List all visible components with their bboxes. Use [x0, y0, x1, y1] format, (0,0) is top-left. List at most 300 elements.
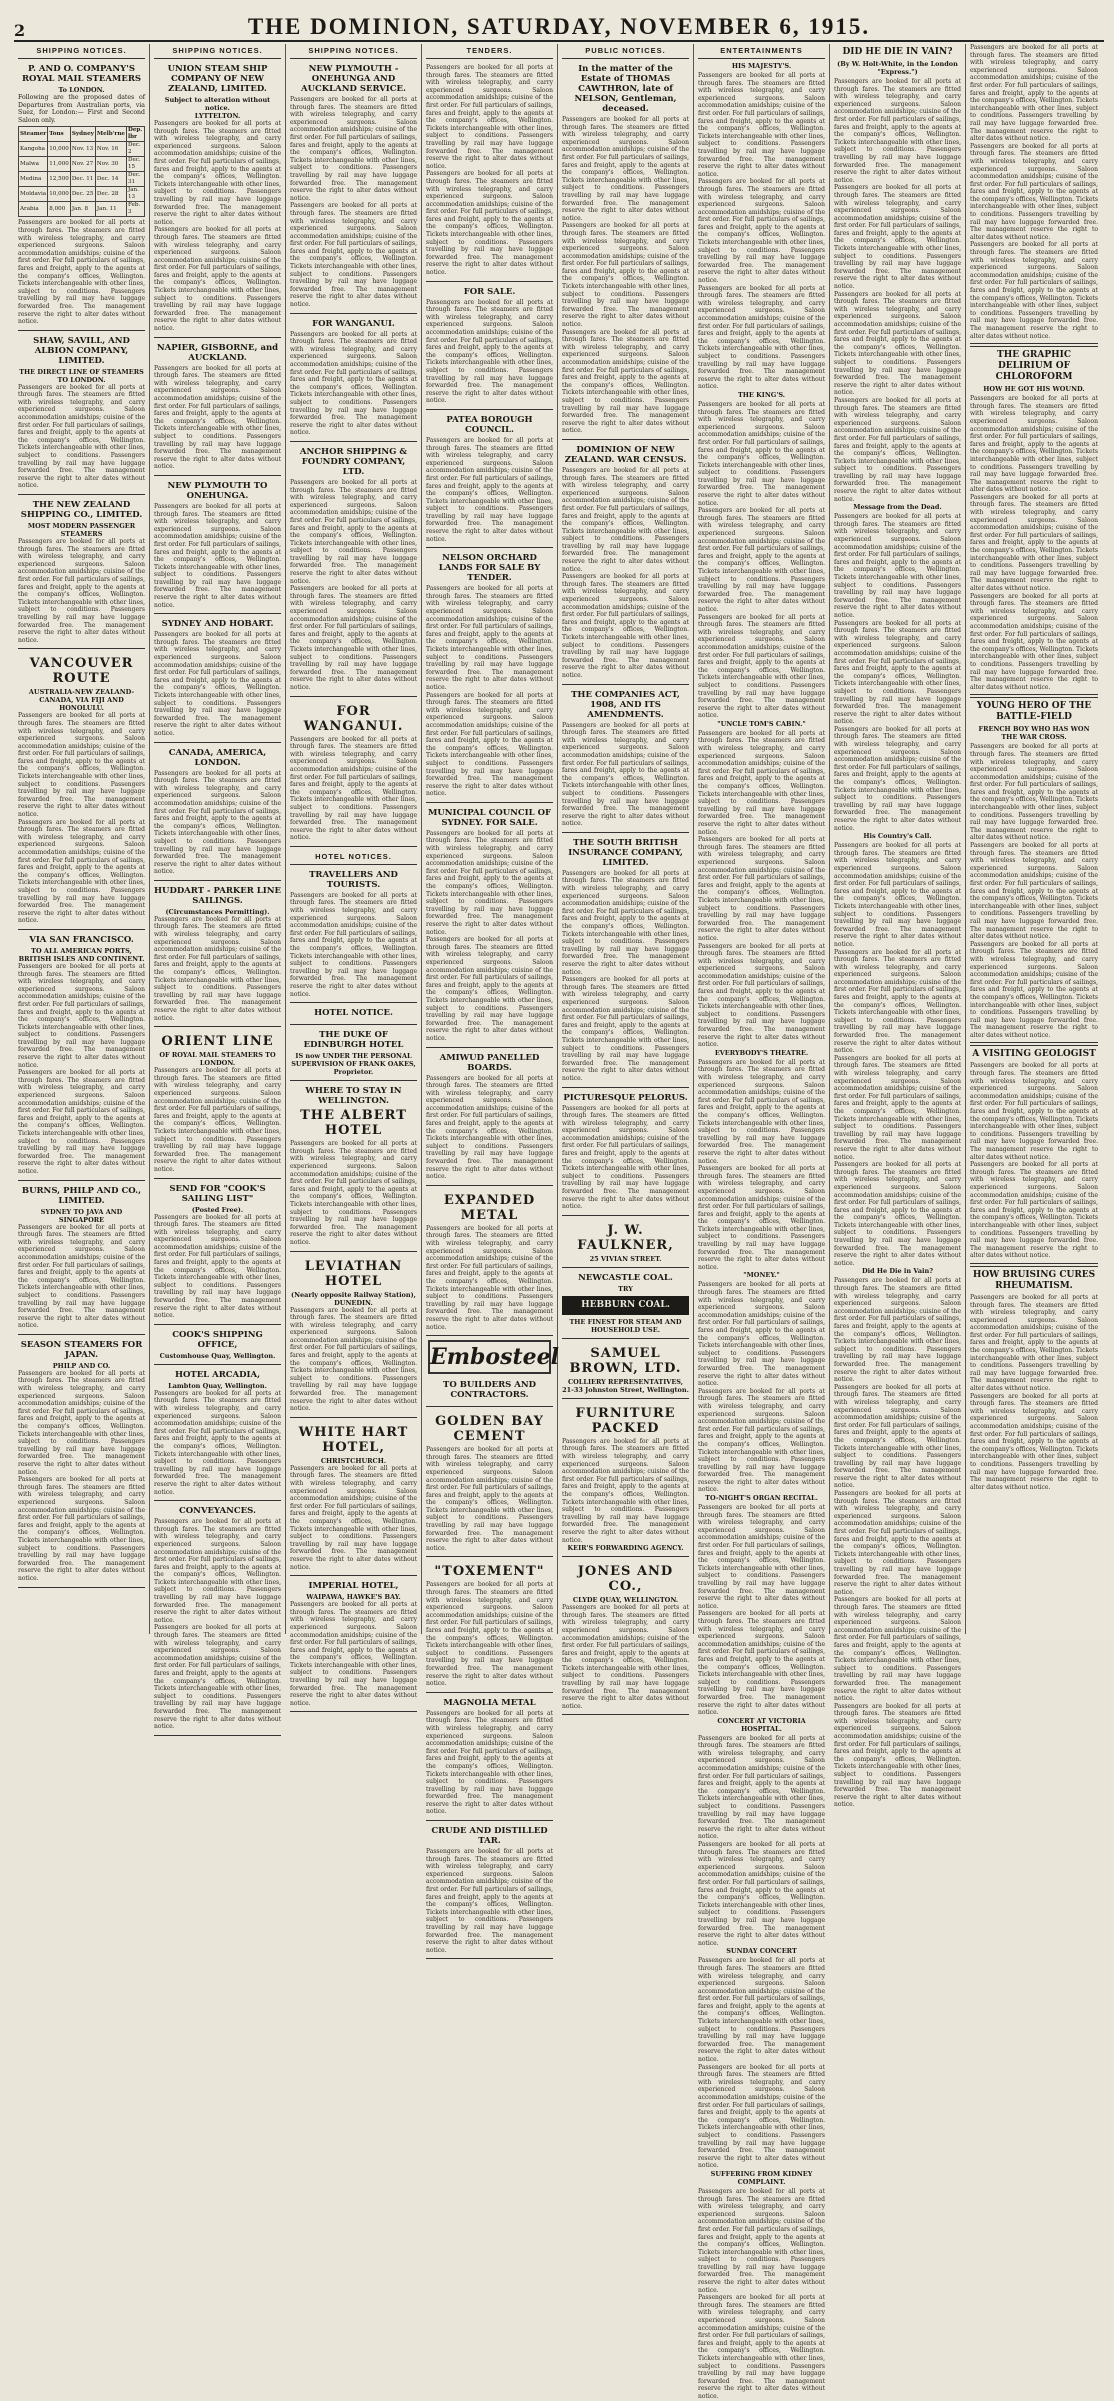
advert: [562, 62, 689, 440]
table-cell: Dec. 28: [95, 187, 126, 202]
advert-title: AMIWUD PANELLED BOARDS.: [439, 1052, 540, 1073]
advert-text: Passengers are booked for all ports at through fares. The steamers are fitted with wireless telegraphy, and carry experienced surgeons. Saloon accommodation amidships; cuisine of the first order. For full particulars of sailings, fares and freight, apply to the agents at the company's offices, Wellington. Tickets interchangeable with other lines, subject to conditions. Passengers travelling by rail may have luggage forwarded free. The management reserve the right to alter dates without notice.: [426, 691, 553, 798]
entertainment-text: Passengers are booked for all ports at through fares. The steamers are fitted with wireless telegraphy, and carry experienced surgeons. Saloon accommodation amidships; cuisine of the first order. For full particulars of sailings, fares and freight, apply to the agents at the company's offices, Wellington. Tickets interchangeable with other lines, subject to conditions. Passengers travelling by rail may have luggage forwarded free. The management reserve the right to alter dates without notice.: [698, 1957, 825, 2064]
advert-text: Passengers are booked for all ports at through fares. The steamers are fitted with wireless telegraphy, and carry experienced surgeons. Saloon accommodation amidships; cuisine of the first order. For full particulars of sailings, fares and freight, apply to the agents at the company's offices, Wellington. Tickets interchangeable with other lines, subject to conditions. Passengers travelling by rail may have luggage forwarded free. The management reserve the right to alter dates without notice.: [562, 222, 689, 329]
sailing-table: [18, 126, 145, 217]
table-cell: Medina: [19, 172, 48, 187]
entertainment-text: Passengers are booked for all ports at through fares. The steamers are fitted with wireless telegraphy, and carry experienced surgeons. Saloon accommodation amidships; cuisine of the first order. For full particulars of sailings, fares and freight, apply to the agents at the company's offices, Wellington. Tickets interchangeable with other lines, subject to conditions. Passengers travelling by rail may have luggage forwarded free. The management reserve the right to alter dates without notice.: [698, 1841, 825, 1947]
entertainment-text: Passengers are booked for all ports at through fares. The steamers are fitted with wireless telegraphy, and carry experienced surgeons. Saloon accommodation amidships; cuisine of the first order. For full particulars of sailings, fares and freight, apply to the agents at the company's offices, Wellington. Tickets interchangeable with other lines, subject to conditions. Passengers travelling by rail may have luggage forwarded free. The management reserve the right to alter dates without notice.: [698, 507, 825, 613]
advert-text: Passengers are booked for all ports at through fares. The steamers are fitted with wireless telegraphy, and carry experienced surgeons. Saloon accommodation amidships; cuisine of the first order. For full particulars of sailings, fares and freight, apply to the agents at the company's offices, Wellington. Tickets interchangeable with other lines, subject to conditions. Passengers travelling by rail may have luggage forwarded free. The management reserve the right to alter dates without notice.: [290, 1140, 417, 1246]
advert: [290, 1084, 417, 1251]
advert-title: VANCOUVER ROUTE: [29, 656, 134, 687]
table-body: [19, 142, 145, 217]
advert-subtitle: WAIPAWA, HAWKE'S BAY.: [306, 1593, 401, 1602]
advert: [426, 285, 553, 410]
column-7: [830, 44, 966, 1809]
advert-title: BURNS, PHILP AND CO., LIMITED.: [21, 1185, 142, 1206]
entertainment-heading: "MONEY.": [743, 1271, 780, 1280]
table-row: [19, 172, 145, 187]
entertainment-text: Passengers are booked for all ports at through fares. The steamers are fitted with wireless telegraphy, and carry experienced surgeons. Saloon accommodation amidships; cuisine of the first order. For full particulars of sailings, fares and freight, apply to the agents at the company's offices, Wellington. Tickets interchangeable with other lines, subject to conditions. Passengers travelling by rail may have luggage forwarded free. The management reserve the right to alter dates without notice.: [698, 836, 825, 942]
article-text: Passengers are booked for all ports at through fares. The steamers are fitted with wireless telegraphy, and carry experienced surgeons. Saloon accommodation amidships; cuisine of the first order. For full particulars of sailings, fares and freight, apply to the agents at the company's offices, Wellington. Tickets interchangeable with other lines, subject to conditions. Passengers travelling by rail may have luggage forwarded free. The management reserve the right to alter dates without notice.: [970, 395, 1098, 494]
advert: [562, 688, 689, 833]
article-text: Passengers are booked for all ports at through fares. The steamers are fitted with wireless telegraphy, and carry experienced surgeons. Saloon accommodation amidships; cuisine of the first order. For full particulars of sailings, fares and freight, apply to the agents at the company's offices, Wellington. Tickets interchangeable with other lines, subject to conditions. Passengers travelling by rail may have luggage forwarded free. The management reserve the right to alter dates without notice.: [834, 1383, 961, 1490]
advert-title: CONVEYANCES.: [179, 1506, 256, 1517]
advert-title: FOR WANGANUI.: [303, 703, 404, 734]
advert-text: Passengers are booked for all ports at through fares. The steamers are fitted with wireless telegraphy, and carry experienced surgeons. Saloon accommodation amidships; cuisine of the first order. For full particulars of sailings, fares and freight, apply to the agents at the company's offices, Wellington. Tickets interchangeable with other lines, subject to conditions. Passengers travelling by rail may have luggage forwarded free. The management reserve the right to alter dates without notice.: [562, 1604, 689, 1710]
advert-text: Passengers are booked for all ports at through fares. The steamers are fitted with wireless telegraphy, and carry experienced surgeons. Saloon accommodation amidships; cuisine of the first order. For full particulars of sailings, fares and freight, apply to the agents at the company's offices, Wellington. Tickets interchangeable with other lines, subject to conditions. Passengers travelling by rail may have luggage forwarded free. The management reserve the right to alter dates without notice.: [562, 573, 689, 679]
advert: [18, 1338, 145, 1588]
column-5: [558, 44, 694, 1710]
advert: [426, 1696, 553, 1821]
advert: [154, 1504, 281, 1736]
advert-text: Passengers are booked for all ports at through fares. The steamers are fitted with wireless telegraphy, and carry experienced surgeons. Saloon accommodation amidships; cuisine of the first order. For full particulars of sailings, fares and freight, apply to the agents at the company's offices, Wellington. Tickets interchangeable with other lines, subject to conditions. Passengers travelling by rail may have luggage forwarded free. The management reserve the right to alter dates without notice.: [154, 769, 281, 876]
column-4: [422, 44, 560, 1954]
advert: [18, 62, 145, 331]
entertainment-text: Passengers are booked for all ports at through fares. The steamers are fitted with wireless telegraphy, and carry experienced surgeons. Saloon accommodation amidships; cuisine of the first order. For full particulars of sailings, fares and freight, apply to the agents at the company's offices, Wellington. Tickets interchangeable with other lines, subject to conditions. Passengers travelling by rail may have luggage forwarded free. The management reserve the right to alter dates without notice.: [698, 400, 825, 507]
advert-tagline: THE FINEST FOR STEAM AND HOUSEHOLD USE.: [569, 1317, 682, 1334]
table-cell: 12,500: [48, 172, 71, 187]
article-text: Passengers are booked for all ports at through fares. The steamers are fitted with wireless telegraphy, and carry experienced surgeons. Saloon accommodation amidships; cuisine of the first order. For full particulars of sailings, fares and freight, apply to the agents at the company's offices, Wellington. Tickets interchangeable with other lines, subject to conditions. Passengers travelling by rail may have luggage forwarded free. The management reserve the right to alter dates without notice.: [834, 78, 961, 184]
advert-subtitle: (Posted Free).: [191, 1205, 244, 1214]
advert: [18, 652, 145, 930]
table-cell: Kangoha: [19, 142, 48, 157]
table-cell: Feb. 3: [126, 202, 144, 217]
table-cell: Jan. 8: [70, 202, 95, 217]
column-heading: TENDERS.: [426, 44, 553, 59]
advert: [562, 1560, 689, 1715]
advert: [154, 62, 281, 338]
column-8: [966, 44, 1102, 1634]
article-headline: A VISITING GEOLOGIST: [972, 1049, 1096, 1060]
advert: [290, 1579, 417, 1712]
advert-title: FOR WANGANUI.: [312, 318, 395, 329]
article-subhead: HOW HE GOT HIS WOUND.: [983, 385, 1085, 394]
article-headline: DID HE DIE IN VAIN?: [842, 47, 953, 57]
entertainment-text: Passengers are booked for all ports at through fares. The steamers are fitted with wireless telegraphy, and carry experienced surgeons. Saloon accommodation amidships; cuisine of the first order. For full particulars of sailings, fares and freight, apply to the agents at the company's offices, Wellington. Tickets interchangeable with other lines, subject to conditions. Passengers travelling by rail may have luggage forwarded free. The management reserve the right to alter dates without notice.: [698, 729, 825, 836]
advert-subtitle: MOST MODERN PASSENGER STEAMERS: [27, 522, 136, 538]
advert-subtitle: To LONDON.: [58, 86, 105, 94]
advert-text: Passengers are booked for all ports at through fares. The steamers are fitted with wireless telegraphy, and carry experienced surgeons. Saloon accommodation amidships; cuisine of the first order. For full particulars of sailings, fares and freight, apply to the agents at the company's offices, Wellington. Tickets interchangeable with other lines, subject to conditions. Passengers travelling by rail may have luggage forwarded free. The management reserve the right to alter dates without notice.: [290, 1464, 417, 1571]
advert-text: Passengers are booked for all ports at through fares. The steamers are fitted with wireless telegraphy, and carry experienced surgeons. Saloon accommodation amidships; cuisine of the first order. For full particulars of sailings, fares and freight, apply to the agents at the company's offices, Wellington. Tickets interchangeable with other lines, subject to conditions. Passengers travelling by rail may have luggage forwarded free. The management reserve the right to alter dates without notice.: [562, 869, 689, 976]
article-headline: YOUNG HERO OF THE BATTLE-FIELD: [976, 701, 1092, 723]
advert-text: Passengers are booked for all ports at through fares. The steamers are fitted with wireless telegraphy, and carry experienced surgeons. Saloon accommodation amidships; cuisine of the first order. For full particulars of sailings, fares and freight, apply to the agents at the company's offices, Wellington. Tickets interchangeable with other lines, subject to conditions. Passengers travelling by rail may have luggage forwarded free. The management reserve the right to alter dates without notice.: [18, 712, 145, 819]
advert-title: SEASON STEAMERS FOR JAPAN.: [20, 1339, 143, 1360]
table-header-row: [19, 127, 145, 142]
article-text: Passengers are booked for all ports at through fares. The steamers are fitted with wireless telegraphy, and carry experienced surgeons. Saloon accommodation amidships; cuisine of the first order. For full particulars of sailings, fares and freight, apply to the agents at the company's offices, Wellington. Tickets interchangeable with other lines, subject to conditions. Passengers travelling by rail may have luggage forwarded free. The management reserve the right to alter dates without notice.: [834, 290, 961, 397]
advert-title: NAPIER, GISBORNE, and AUCKLAND.: [156, 342, 279, 363]
masthead: [14, 10, 1104, 42]
advert-text: Passengers are booked for all ports at through fares. The steamers are fitted with wireless telegraphy, and carry experienced surgeons. Saloon accommodation amidships; cuisine of the first order. For full particulars of sailings, fares and freight, apply to the agents at the company's offices, Wellington. Tickets interchangeable with other lines, subject to conditions. Passengers travelling by rail may have luggage forwarded free. The management reserve the right to alter dates without notice.: [290, 202, 417, 309]
section-rule: [970, 1042, 1098, 1046]
table-cell: Arabia: [19, 202, 48, 217]
advert-subtitle: AUSTRALIA-NEW ZEALAND-CANADA, VIA FIJI AND HONOLULU.: [28, 688, 135, 713]
entertainment-heading: SUNDAY CONCERT: [726, 1947, 797, 1956]
advert-text: Passengers are booked for all ports at through fares. The steamers are fitted with wireless telegraphy, and carry experienced surgeons. Saloon accommodation amidships; cuisine of the first order. For full particulars of sailings, fares and freight, apply to the agents at the company's offices, Wellington. Tickets interchangeable with other lines, subject to conditions. Passengers travelling by rail may have luggage forwarded free. The management reserve the right to alter dates without notice.: [426, 1709, 553, 1816]
article-text: Passengers are booked for all ports at through fares. The steamers are fitted with wireless telegraphy, and carry experienced surgeons. Saloon accommodation amidships; cuisine of the first order. For full particulars of sailings, fares and freight, apply to the agents at the company's offices, Wellington. Tickets interchangeable with other lines, subject to conditions. Passengers travelling by rail may have luggage forwarded free. The management reserve the right to alter dates without notice.: [970, 44, 1098, 143]
table-cell: 10,000: [48, 187, 71, 202]
advert-title: PATEA BOROUGH COUNCIL.: [446, 414, 533, 435]
advert-title: NEW PLYMOUTH - ONEHUNGA AND AUCKLAND SERVICE.: [301, 64, 406, 94]
article-text: Passengers are booked for all ports at through fares. The steamers are fitted with wireless telegraphy, and carry experienced surgeons. Saloon accommodation amidships; cuisine of the first order. For full particulars of sailings, fares and freight, apply to the agents at the company's offices, Wellington. Tickets interchangeable with other lines, subject to conditions. Passengers travelling by rail may have luggage forwarded free. The management reserve the right to alter dates without notice.: [970, 842, 1098, 941]
advert-text: Passengers are booked for all ports at through fares. The steamers are fitted with wireless telegraphy, and carry experienced surgeons. Saloon accommodation amidships; cuisine of the first order. For full particulars of sailings, fares and freight, apply to the agents at the company's offices, Wellington. Tickets interchangeable with other lines, subject to conditions. Passengers travelling by rail may have luggage forwarded free. The management reserve the right to alter dates without notice.: [154, 1213, 281, 1320]
advert-title: FURNITURE PACKED: [575, 1405, 676, 1436]
section-rule: [970, 694, 1098, 698]
article-text: Passengers are booked for all ports at through fares. The steamers are fitted with wireless telegraphy, and carry experienced surgeons. Saloon accommodation amidships; cuisine of the first order. For full particulars of sailings, fares and freight, apply to the agents at the company's offices, Wellington. Tickets interchangeable with other lines, subject to conditions. Passengers travelling by rail may have luggage forwarded free. The management reserve the right to alter dates without notice.: [970, 1062, 1098, 1161]
article-text: Passengers are booked for all ports at through fares. The steamers are fitted with wireless telegraphy, and carry experienced surgeons. Saloon accommodation amidships; cuisine of the first order. For full particulars of sailings, fares and freight, apply to the agents at the company's offices, Wellington. Tickets interchangeable with other lines, subject to conditions. Passengers travelling by rail may have luggage forwarded free. The management reserve the right to alter dates without notice.: [834, 1596, 961, 1703]
advert-title: DOMINION OF NEW ZEALAND. WAR CENSUS.: [564, 444, 687, 465]
advert-subtitle: (Circumstances Permitting).: [165, 907, 270, 916]
advert-text: Passengers are booked for all ports at through fares. The steamers are fitted with wireless telegraphy, and carry experienced surgeons. Saloon accommodation amidships; cuisine of the first order. For full particulars of sailings, fares and freight, apply to the agents at the company's offices, Wellington. Tickets interchangeable with other lines, subject to conditions. Passengers travelling by rail may have luggage forwarded free. The management reserve the right to alter dates without notice.: [426, 64, 553, 170]
advert-text: Passengers are booked for all ports at through fares. The steamers are fitted with wireless telegraphy, and carry experienced surgeons. Saloon accommodation amidships; cuisine of the first order. For full particulars of sailings, fares and freight, apply to the agents at the company's offices, Wellington. Tickets interchangeable with other lines, subject to conditions. Passengers travelling by rail may have luggage forwarded free. The management reserve the right to alter dates without notice.: [18, 1369, 145, 1476]
advert: [562, 1219, 689, 1268]
advert: [154, 746, 281, 881]
advert-text: Passengers are booked for all ports at through fares. The steamers are fitted with wireless telegraphy, and carry experienced surgeons. Saloon accommodation amidships; cuisine of the first order. For full particulars of sailings, fares and freight, apply to the agents at the company's offices, Wellington. Tickets interchangeable with other lines, subject to conditions. Passengers travelling by rail may have luggage forwarded free. The management reserve the right to alter dates without notice.: [290, 478, 417, 585]
table-header: Steamer: [19, 127, 48, 142]
advert-text: Passengers are booked for all ports at through fares. The steamers are fitted with wireless telegraphy, and carry experienced surgeons. Saloon accommodation amidships; cuisine of the first order. For full particulars of sailings, fares and freight, apply to the agents at the company's offices, Wellington. Tickets interchangeable with other lines, subject to conditions. Passengers travelling by rail may have luggage forwarded free. The management reserve the right to alter dates without notice.: [18, 962, 145, 1069]
table-cell: Dec. 2: [126, 142, 144, 157]
column-heading: SHIPPING NOTICES.: [154, 44, 281, 59]
article-text: Passengers are booked for all ports at through fares. The steamers are fitted with wireless telegraphy, and carry experienced surgeons. Saloon accommodation amidships; cuisine of the first order. For full particulars of sailings, fares and freight, apply to the agents at the company's offices, Wellington. Tickets interchangeable with other lines, subject to conditions. Passengers travelling by rail may have luggage forwarded free. The management reserve the right to alter dates without notice.: [834, 948, 961, 1055]
article-text: Passengers are booked for all ports at through fares. The steamers are fitted with wireless telegraphy, and carry experienced surgeons. Saloon accommodation amidships; cuisine of the first order. For full particulars of sailings, fares and freight, apply to the agents at the company's offices, Wellington. Tickets interchangeable with other lines, subject to conditions. Passengers travelling by rail may have luggage forwarded free. The management reserve the right to alter dates without notice.: [834, 1702, 961, 1809]
entertainment-text: Passengers are booked for all ports at through fares. The steamers are fitted with wireless telegraphy, and carry experienced surgeons. Saloon accommodation amidships; cuisine of the first order. For full particulars of sailings, fares and freight, apply to the agents at the company's offices, Wellington. Tickets interchangeable with other lines, subject to conditions. Passengers travelling by rail may have luggage forwarded free. The management reserve the right to alter dates without notice.: [698, 1387, 825, 1494]
advert-text: Passengers are booked for all ports at through fares. The steamers are fitted with wireless telegraphy, and carry experienced surgeons. Saloon accommodation amidships; cuisine of the first order. For full particulars of sailings, fares and freight, apply to the agents at the company's offices, Wellington. Tickets interchangeable with other lines, subject to conditions. Passengers travelling by rail may have luggage forwarded free. The management reserve the right to alter dates without notice.: [290, 96, 417, 202]
article-text: Passengers are booked for all ports at through fares. The steamers are fitted with wireless telegraphy, and carry experienced surgeons. Saloon accommodation amidships; cuisine of the first order. For full particulars of sailings, fares and freight, apply to the agents at the company's offices, Wellington. Tickets interchangeable with other lines, subject to conditions. Passengers travelling by rail may have luggage forwarded free. The management reserve the right to alter dates without notice.: [834, 1277, 961, 1384]
entertainment-text: Passengers are booked for all ports at through fares. The steamers are fitted with wireless telegraphy, and carry experienced surgeons. Saloon accommodation amidships; cuisine of the first order. For full particulars of sailings, fares and freight, apply to the agents at the company's offices, Wellington. Tickets interchangeable with other lines, subject to conditions. Passengers travelling by rail may have luggage forwarded free. The management reserve the right to alter dates without notice.: [698, 1504, 825, 1610]
article-text: Passengers are booked for all ports at through fares. The steamers are fitted with wireless telegraphy, and carry experienced surgeons. Saloon accommodation amidships; cuisine of the first order. For full particulars of sailings, fares and freight, apply to the agents at the company's offices, Wellington. Tickets interchangeable with other lines, subject to conditions. Passengers travelling by rail may have luggage forwarded free. The management reserve the right to alter dates without notice.: [834, 1490, 961, 1596]
table-cell: Moldavia: [19, 187, 48, 202]
entertainment-text: Passengers are booked for all ports at through fares. The steamers are fitted with wireless telegraphy, and carry experienced surgeons. Saloon accommodation amidships; cuisine of the first order. For full particulars of sailings, fares and freight, apply to the agents at the company's offices, Wellington. Tickets interchangeable with other lines, subject to conditions. Passengers travelling by rail may have luggage forwarded free. The management reserve the right to alter dates without notice.: [698, 2187, 825, 2294]
advert: [18, 933, 145, 1181]
advert-title: GOLDEN BAY CEMENT: [435, 1414, 544, 1445]
advert-title: SAMUEL BROWN, LTD.: [569, 1345, 682, 1376]
article-subhead: His Country's Call.: [863, 832, 932, 841]
advert-title: MAGNOLIA METAL: [443, 1697, 536, 1708]
advert: [154, 1328, 281, 1365]
advert-text: Passengers are booked for all ports at through fares. The steamers are fitted with wireless telegraphy, and carry experienced surgeons. Saloon accommodation amidships; cuisine of the first order. For full particulars of sailings, fares and freight, apply to the agents at the company's offices, Wellington. Tickets interchangeable with other lines, subject to conditions. Passengers travelling by rail may have luggage forwarded free. The management reserve the right to alter dates without notice.: [426, 170, 553, 277]
advert: [154, 1368, 281, 1501]
advert-text: Passengers are booked for all ports at through fares. The steamers are fitted with wireless telegraphy, and carry experienced surgeons. Saloon accommodation amidships; cuisine of the first order. For full particulars of sailings, fares and freight, apply to the agents at the company's offices, Wellington. Tickets interchangeable with other lines, subject to conditions. Passengers travelling by rail may have luggage forwarded free. The management reserve the right to alter dates without notice.: [290, 330, 417, 437]
advert-text: Passengers are booked for all ports at through fares. The steamers are fitted with wireless telegraphy, and carry experienced surgeons. Saloon accommodation amidships; cuisine of the first order. For full particulars of sailings, fares and freight, apply to the agents at the company's offices, Wellington. Tickets interchangeable with other lines, subject to conditions. Passengers travelling by rail may have luggage forwarded free. The management reserve the right to alter dates without notice.: [18, 383, 145, 490]
article-text: Passengers are booked for all ports at through fares. The steamers are fitted with wireless telegraphy, and carry experienced surgeons. Saloon accommodation amidships; cuisine of the first order. For full particulars of sailings, fares and freight, apply to the agents at the company's offices, Wellington. Tickets interchangeable with other lines, subject to conditions. Passengers travelling by rail may have luggage forwarded free. The management reserve the right to alter dates without notice.: [834, 1161, 961, 1267]
table-cell: 10,000: [48, 142, 71, 157]
advert-route: LYTTELTON.: [194, 112, 241, 120]
article-subhead: Message from the Dead.: [853, 503, 942, 512]
advert-title: IMPERIAL HOTEL,: [308, 1581, 399, 1592]
entertainment-heading: "UNCLE TOM'S CABIN.": [717, 719, 806, 728]
advert-title: LEVIATHAN HOTEL: [304, 1258, 403, 1289]
advert: [426, 1378, 553, 1407]
advert: [426, 62, 553, 282]
advert-title: NEWCASTLE COAL.: [578, 1272, 673, 1283]
advert: [290, 868, 417, 1003]
article-text: Passengers are booked for all ports at through fares. The steamers are fitted with wireless telegraphy, and carry experienced surgeons. Saloon accommodation amidships; cuisine of the first order. For full particulars of sailings, fares and freight, apply to the agents at the company's offices, Wellington. Tickets interchangeable with other lines, subject to conditions. Passengers travelling by rail may have luggage forwarded free. The management reserve the right to alter dates without notice.: [970, 1293, 1098, 1393]
advert-subtitle: IS now UNDER THE PERSONAL SUPERVISION OF FRANK OAKES, Proprietor.: [291, 1052, 416, 1077]
advert-text: Passengers are booked for all ports at through fares. The steamers are fitted with wireless telegraphy, and carry experienced surgeons. Saloon accommodation amidships; cuisine of the first order. For full particulars of sailings, fares and freight, apply to the agents at the company's offices, Wellington. Tickets interchangeable with other lines, subject to conditions. Passengers travelling by rail may have luggage forwarded free. The management reserve the right to alter dates without notice.: [154, 1518, 281, 1624]
entertainment-heading: THE KING'S.: [737, 390, 786, 399]
article-text: Passengers are booked for all ports at through fares. The steamers are fitted with wireless telegraphy, and carry experienced surgeons. Saloon accommodation amidships; cuisine of the first order. For full particulars of sailings, fares and freight, apply to the agents at the company's offices, Wellington. Tickets interchangeable with other lines, subject to conditions. Passengers travelling by rail may have luggage forwarded free. The management reserve the right to alter dates without notice.: [970, 1161, 1098, 1260]
entertainment-heading: EVERYBODY'S THEATRE.: [714, 1048, 809, 1057]
advert-text: Passengers are booked for all ports at through fares. The steamers are fitted with wireless telegraphy, and carry experienced surgeons. Saloon accommodation amidships; cuisine of the first order. For full particulars of sailings, fares and freight, apply to the agents at the company's offices, Wellington. Tickets interchangeable with other lines, subject to conditions. Passengers travelling by rail may have luggage forwarded free. The management reserve the right to alter dates without notice.: [154, 1389, 281, 1496]
table-cell: Nov. 16: [95, 142, 126, 157]
advert: [290, 1028, 417, 1081]
advert-text: Passengers are booked for all ports at through fares. The steamers are fitted with wireless telegraphy, and carry experienced surgeons. Saloon accommodation amidships; cuisine of the first order. For full particulars of sailings, fares and freight, apply to the agents at the company's offices, Wellington. Tickets interchangeable with other lines, subject to conditions. Passengers travelling by rail may have luggage forwarded free. The management reserve the right to alter dates without notice.: [426, 936, 553, 1042]
table-row: [19, 202, 145, 217]
advert-text: Passengers are booked for all ports at through fares. The steamers are fitted with wireless telegraphy, and carry experienced surgeons. Saloon accommodation amidships; cuisine of the first order. For full particulars of sailings, fares and freight, apply to the agents at the company's offices, Wellington. Tickets interchangeable with other lines, subject to conditions. Passengers travelling by rail may have luggage forwarded free. The management reserve the right to alter dates without notice.: [562, 328, 689, 435]
column-heading: SHIPPING NOTICES.: [18, 44, 145, 59]
column-2: [150, 44, 286, 1731]
advert-text: Passengers are booked for all ports at through fares. The steamers are fitted with wireless telegraphy, and carry experienced surgeons. Saloon accommodation amidships; cuisine of the first order. For full particulars of sailings, fares and freight, apply to the agents at the company's offices, Wellington. Tickets interchangeable with other lines, subject to conditions. Passengers travelling by rail may have luggage forwarded free. The management reserve the right to alter dates without notice.: [154, 364, 281, 471]
advert: [426, 413, 553, 548]
advert-subtitle: OF ROYAL MAIL STEAMERS TO LONDON.: [159, 1051, 276, 1068]
section-heading: HOTEL NOTICES.: [290, 850, 417, 865]
advert: [426, 1051, 553, 1186]
advert: [290, 1006, 417, 1025]
table-cell: Dec. 15: [126, 157, 144, 172]
advert: [18, 498, 145, 649]
advert-title: J. W. FAULKNER,: [577, 1222, 674, 1253]
advert-text: Passengers are booked for all ports at through fares. The steamers are fitted with wireless telegraphy, and carry experienced surgeons. Saloon accommodation amidships; cuisine of the first order. For full particulars of sailings, fares and freight, apply to the agents at the company's offices, Wellington. Tickets interchangeable with other lines, subject to conditions. Passengers travelling by rail may have luggage forwarded free. The management reserve the right to alter dates without notice.: [562, 976, 689, 1082]
advert-title: EXPANDED METAL: [443, 1192, 536, 1223]
table-header: Melb'rne: [95, 127, 126, 142]
advert-text: Passengers are booked for all ports at through fares. The steamers are fitted with wireless telegraphy, and carry experienced surgeons. Saloon accommodation amidships; cuisine of the first order. For full particulars of sailings, fares and freight, apply to the agents at the company's offices, Wellington. Tickets interchangeable with other lines, subject to conditions. Passengers travelling by rail may have luggage forwarded free. The management reserve the right to alter dates without notice.: [290, 1601, 417, 1707]
advert: [562, 836, 689, 1088]
entertainment-text: Passengers are booked for all ports at through fares. The steamers are fitted with wireless telegraphy, and carry experienced surgeons. Saloon accommodation amidships; cuisine of the first order. For full particulars of sailings, fares and freight, apply to the agents at the company's offices, Wellington. Tickets interchangeable with other lines, subject to conditions. Passengers travelling by rail may have luggage forwarded free. The management reserve the right to alter dates without notice.: [698, 284, 825, 391]
advert: [426, 1410, 553, 1557]
article-headline: HOW BRUISING CURES RHEUMATISM.: [972, 1269, 1096, 1291]
advert-text: Passengers are booked for all ports at through fares. The steamers are fitted with wireless telegraphy, and carry experienced surgeons. Saloon accommodation amidships; cuisine of the first order. For full particulars of sailings, fares and freight, apply to the agents at the company's offices, Wellington. Tickets interchangeable with other lines, subject to conditions. Passengers travelling by rail may have luggage forwarded free. The management reserve the right to alter dates without notice.: [18, 1069, 145, 1175]
entertainment-text: Passengers are booked for all ports at through fares. The steamers are fitted with wireless telegraphy, and carry experienced surgeons. Saloon accommodation amidships; cuisine of the first order. For full particulars of sailings, fares and freight, apply to the agents at the company's offices, Wellington. Tickets interchangeable with other lines, subject to conditions. Passengers travelling by rail may have luggage forwarded free. The management reserve the right to alter dates without notice.: [698, 1610, 825, 1717]
article-text: Passengers are booked for all ports at through fares. The steamers are fitted with wireless telegraphy, and carry experienced surgeons. Saloon accommodation amidships; cuisine of the first order. For full particulars of sailings, fares and freight, apply to the agents at the company's offices, Wellington. Tickets interchangeable with other lines, subject to conditions. Passengers travelling by rail may have luggage forwarded free. The management reserve the right to alter dates without notice.: [834, 842, 961, 948]
advert-text: Passengers are booked for all ports at through fares. The steamers are fitted with wireless telegraphy, and carry experienced surgeons. Saloon accommodation amidships; cuisine of the first order. For full particulars of sailings, fares and freight, apply to the agents at the company's offices, Wellington. Tickets interchangeable with other lines, subject to conditions. Passengers travelling by rail may have luggage forwarded free. The management reserve the right to alter dates without notice.: [426, 298, 553, 405]
article-text: Passengers are booked for all ports at through fares. The steamers are fitted with wireless telegraphy, and carry experienced surgeons. Saloon accommodation amidships; cuisine of the first order. For full particulars of sailings, fares and freight, apply to the agents at the company's offices, Wellington. Tickets interchangeable with other lines, subject to conditions. Passengers travelling by rail may have luggage forwarded free. The management reserve the right to alter dates without notice.: [834, 725, 961, 832]
article-text: Passengers are booked for all ports at through fares. The steamers are fitted with wireless telegraphy, and carry experienced surgeons. Saloon accommodation amidships; cuisine of the first order. For full particulars of sailings, fares and freight, apply to the agents at the company's offices, Wellington. Tickets interchangeable with other lines, subject to conditions. Passengers travelling by rail may have luggage forwarded free. The management reserve the right to alter dates without notice.: [970, 493, 1098, 592]
article-headline: THE GRAPHIC DELIRIUM OF CHLOROFORM: [995, 350, 1073, 383]
advert-text: Passengers are booked for all ports at through fares. The steamers are fitted with wireless telegraphy, and carry experienced surgeons. Saloon accommodation amidships; cuisine of the first order. For full particulars of sailings, fares and freight, apply to the agents at the company's offices, Wellington. Tickets interchangeable with other lines, subject to conditions. Passengers travelling by rail may have luggage forwarded free. The management reserve the right to alter dates without notice.: [18, 1476, 145, 1582]
advert-title: HUDDART - PARKER LINE SAILINGS.: [154, 885, 281, 906]
advert-text: Passengers are booked for all ports at through fares. The steamers are fitted with wireless telegraphy, and carry experienced surgeons. Saloon accommodation amidships; cuisine of the first order. For full particulars of sailings, fares and freight, apply to the agents at the company's offices, Wellington. Tickets interchangeable with other lines, subject to conditions. Passengers travelling by rail may have luggage forwarded free. The management reserve the right to alter dates without notice.: [18, 538, 145, 644]
entertainment-text: Passengers are booked for all ports at through fares. The steamers are fitted with wireless telegraphy, and carry experienced surgeons. Saloon accommodation amidships; cuisine of the first order. For full particulars of sailings, fares and freight, apply to the agents at the company's offices, Wellington. Tickets interchangeable with other lines, subject to conditions. Passengers travelling by rail may have luggage forwarded free. The management reserve the right to alter dates without notice.: [698, 72, 825, 178]
advert-title: VIA SAN FRANCISCO.: [29, 934, 134, 945]
article-text: Passengers are booked for all ports at through fares. The steamers are fitted with wireless telegraphy, and carry experienced surgeons. Saloon accommodation amidships; cuisine of the first order. For full particulars of sailings, fares and freight, apply to the agents at the company's offices, Wellington. Tickets interchangeable with other lines, subject to conditions. Passengers travelling by rail may have luggage forwarded free. The management reserve the right to alter dates without notice.: [970, 1392, 1098, 1491]
column-heading: ENTERTAINMENTS: [698, 44, 825, 59]
advert-title: In the matter of the Estate of THOMAS CAWTHRON, late of NELSON, Gentleman, deceased.: [574, 64, 677, 114]
entertainment-heading: SUFFERING FROM KIDNEY COMPLAINT.: [710, 2169, 813, 2186]
advert-title: SEND FOR "COOK'S SAILING LIST": [169, 1183, 266, 1204]
article-subhead: FRENCH BOY WHO HAS WON THE WAR CROSS.: [978, 725, 1090, 742]
entertainment-text: Passengers are booked for all ports at through fares. The steamers are fitted with wireless telegraphy, and carry experienced surgeons. Saloon accommodation amidships; cuisine of the first order. For full particulars of sailings, fares and freight, apply to the agents at the company's offices, Wellington. Tickets interchangeable with other lines, subject to conditions. Passengers travelling by rail may have luggage forwarded free. The management reserve the right to alter dates without notice.: [698, 1058, 825, 1165]
advert-subtitle: COLLIERY REPRESENTATIVES, 21-33 Johnston Street, Wellington.: [562, 1377, 689, 1394]
advert-title: UNION STEAM SHIP COMPANY OF NEW ZEALAND, LIMITED.: [167, 64, 268, 94]
article-subhead: Did He Die in Vain?: [861, 1267, 934, 1276]
advert: [290, 317, 417, 442]
advert: [426, 1560, 553, 1692]
column-heading: SHIPPING NOTICES.: [290, 44, 417, 59]
advert: [154, 1030, 281, 1178]
section-rule: [970, 1263, 1098, 1267]
entertainment-text: Passengers are booked for all ports at through fares. The steamers are fitted with wireless telegraphy, and carry experienced surgeons. Saloon accommodation amidships; cuisine of the first order. For full particulars of sailings, fares and freight, apply to the agents at the company's offices, Wellington. Tickets interchangeable with other lines, subject to conditions. Passengers travelling by rail may have luggage forwarded free. The management reserve the right to alter dates without notice.: [698, 613, 825, 720]
advert: [290, 1255, 417, 1418]
advert-title: CRUDE AND DISTILLED TAR.: [431, 1826, 548, 1847]
column-heading: PUBLIC NOTICES.: [562, 44, 689, 59]
advert: [154, 617, 281, 742]
advert-title: THE DUKE OF EDINBURGH HOTEL: [303, 1030, 404, 1051]
entertainment-text: Passengers are booked for all ports at through fares. The steamers are fitted with wireless telegraphy, and carry experienced surgeons. Saloon accommodation amidships; cuisine of the first order. For full particulars of sailings, fares and freight, apply to the agents at the company's offices, Wellington. Tickets interchangeable with other lines, subject to conditions. Passengers travelling by rail may have luggage forwarded free. The management reserve the right to alter dates without notice.: [698, 2294, 825, 2400]
advert-text: Passengers are booked for all ports at through fares. The steamers are fitted with wireless telegraphy, and carry experienced surgeons. Saloon accommodation amidships; cuisine of the first order. For full particulars of sailings, fares and freight, apply to the agents at the company's offices, Wellington. Tickets interchangeable with other lines, subject to conditions. Passengers travelling by rail may have luggage forwarded free. The management reserve the right to alter dates without notice.: [18, 1223, 145, 1330]
table-cell: Nov. 13: [70, 142, 95, 157]
advert-title: HOTEL NOTICE.: [314, 1008, 393, 1019]
advert-title: FOR SALE.: [463, 286, 516, 297]
article-text: Passengers are booked for all ports at through fares. The steamers are fitted with wireless telegraphy, and carry experienced surgeons. Saloon accommodation amidships; cuisine of the first order. For full particulars of sailings, fares and freight, apply to the agents at the company's offices, Wellington. Tickets interchangeable with other lines, subject to conditions. Passengers travelling by rail may have luggage forwarded free. The management reserve the right to alter dates without notice.: [834, 396, 961, 503]
advert-text: Passengers are booked for all ports at through fares. The steamers are fitted with wireless telegraphy, and carry experienced surgeons. Saloon accommodation amidships; cuisine of the first order. For full particulars of sailings, fares and freight, apply to the agents at the company's offices, Wellington. Tickets interchangeable with other lines, subject to conditions. Passengers travelling by rail may have luggage forwarded free. The management reserve the right to alter dates without notice.: [290, 891, 417, 998]
advert-text: Passengers are booked for all ports at through fares. The steamers are fitted with wireless telegraphy, and carry experienced surgeons. Saloon accommodation amidships; cuisine of the first order. For full particulars of sailings, fares and freight, apply to the agents at the company's offices, Wellington. Tickets interchangeable with other lines, subject to conditions. Passengers travelling by rail may have luggage forwarded free. The management reserve the right to alter dates without notice.: [562, 466, 689, 573]
advert-title: CANADA, AMERICA, LONDON.: [168, 747, 267, 768]
advert-try: TRY: [618, 1284, 633, 1293]
table-cell: Dec. 25: [70, 187, 95, 202]
table-cell: Dec. 31: [126, 172, 144, 187]
advert-title: NELSON ORCHARD LANDS FOR SALE BY TENDER.: [438, 553, 541, 584]
advert-title: P. AND O. COMPANY'S ROYAL MAIL STEAMERS: [21, 64, 142, 84]
table-header: Dep. lbr: [126, 127, 144, 142]
section-rule: [970, 343, 1098, 347]
table-cell: Nov. 30: [95, 157, 126, 172]
advert: [290, 62, 417, 314]
entertainment-text: Passengers are booked for all ports at through fares. The steamers are fitted with wireless telegraphy, and carry experienced surgeons. Saloon accommodation amidships; cuisine of the first order. For full particulars of sailings, fares and freight, apply to the agents at the company's offices, Wellington. Tickets interchangeable with other lines, subject to conditions. Passengers travelling by rail may have luggage forwarded free. The management reserve the right to alter dates without notice.: [698, 1734, 825, 1841]
advert-title: WHITE HART HOTEL,: [298, 1424, 409, 1455]
advert-text: Passengers are booked for all ports at through fares. The steamers are fitted with wireless telegraphy, and carry experienced surgeons. Saloon accommodation amidships; cuisine of the first order. For full particulars of sailings, fares and freight, apply to the agents at the company's offices, Wellington. Tickets interchangeable with other lines, subject to conditions. Passengers travelling by rail may have luggage forwarded free. The management reserve the right to alter dates without notice.: [562, 721, 689, 828]
advert-title: JONES AND CO.,: [577, 1564, 674, 1595]
article-byline: (By W. Holt-White, in the London "Express."): [837, 60, 958, 76]
advert-subtitle: KEIR'S FORWARDING AGENCY.: [567, 1544, 684, 1553]
column-6: [694, 44, 830, 2400]
advert-subtitle: Lambton Quay, Wellington.: [168, 1381, 267, 1390]
advert: [426, 1189, 553, 1336]
entertainment-text: Passengers are booked for all ports at through fares. The steamers are fitted with wireless telegraphy, and carry experienced surgeons. Saloon accommodation amidships; cuisine of the first order. For full particulars of sailings, fares and freight, apply to the agents at the company's offices, Wellington. Tickets interchangeable with other lines, subject to conditions. Passengers travelling by rail may have luggage forwarded free. The management reserve the right to alter dates without notice.: [698, 1281, 825, 1388]
advert-subtitle: TO ALL AMERICAN PORTS, BRITISH ISLES AND CONTINENT.: [18, 946, 145, 963]
advert-title: "TOXEMENT": [434, 1564, 545, 1580]
table-cell: 8,000: [48, 202, 71, 217]
advert-body: Following are the proposed dates of Departures from Australian ports, via Suez, for London:— First and Second Saloon only.: [18, 94, 145, 124]
advert: [562, 1271, 689, 1339]
article-text: Passengers are booked for all ports at through fares. The steamers are fitted with wireless telegraphy, and carry experienced surgeons. Saloon accommodation amidships; cuisine of the first order. For full particulars of sailings, fares and freight, apply to the agents at the company's offices, Wellington. Tickets interchangeable with other lines, subject to conditions. Passengers travelling by rail may have luggage forwarded free. The management reserve the right to alter dates without notice.: [834, 184, 961, 291]
advert-title: COOK'S SHIPPING OFFICE,: [172, 1329, 263, 1350]
advert-text: Passengers are booked for all ports at through fares. The steamers are fitted with wireless telegraphy, and carry experienced surgeons. Saloon accommodation amidships; cuisine of the first order. For full particulars of sailings, fares and freight, apply to the agents at the company's offices, Wellington. Tickets interchangeable with other lines, subject to conditions. Passengers travelling by rail may have luggage forwarded free. The management reserve the right to alter dates without notice.: [426, 1074, 553, 1181]
advert-text: Passengers are booked for all ports at through fares. The steamers are fitted with wireless telegraphy, and carry experienced surgeons. Saloon accommodation amidships; cuisine of the first order. For full particulars of sailings, fares and freight, apply to the agents at the company's offices, Wellington. Tickets interchangeable with other lines, subject to conditions. Passengers travelling by rail may have luggage forwarded free. The management reserve the right to alter dates without notice.: [562, 1104, 689, 1211]
table-cell: Nov. 27: [70, 157, 95, 172]
advert: [290, 445, 417, 697]
advert-title: SHAW, SAVILL, AND ALBION COMPANY, LIMITED.: [33, 335, 130, 366]
advert-title: ORIENT LINE: [161, 1034, 274, 1050]
advert-title: THE NEW ZEALAND SHIPPING CO., LIMITED.: [20, 500, 143, 520]
advert-subtitle: Customhouse Quay, Wellington.: [159, 1351, 276, 1360]
entertainment-text: Passengers are booked for all ports at through fares. The steamers are fitted with wireless telegraphy, and carry experienced surgeons. Saloon accommodation amidships; cuisine of the first order. For full particulars of sailings, fares and freight, apply to the agents at the company's offices, Wellington. Tickets interchangeable with other lines, subject to conditions. Passengers travelling by rail may have luggage forwarded free. The management reserve the right to alter dates without notice.: [698, 178, 825, 285]
advert-title: WHERE TO STAY IN WELLINGTON.: [305, 1086, 402, 1107]
advert-title: THE COMPANIES ACT, 1908, AND ITS AMENDMENTS.: [571, 689, 680, 720]
advert: [290, 1421, 417, 1576]
advert-subtitle: THE DIRECT LINE OF STEAMERS TO LONDON.: [19, 367, 144, 384]
table-header: Sydney: [70, 127, 95, 142]
table-cell: Malwa: [19, 157, 48, 172]
advert-subtitle: (Nearly opposite Railway Station), DUNEDIN.: [291, 1290, 416, 1307]
table-row: [19, 187, 145, 202]
advert-text: Passengers are booked for all ports at through fares. The steamers are fitted with wireless telegraphy, and carry experienced surgeons. Saloon accommodation amidships; cuisine of the first order. For full particulars of sailings, fares and freight, apply to the agents at the company's offices, Wellington. Tickets interchangeable with other lines, subject to conditions. Passengers travelling by rail may have luggage forwarded free. The management reserve the right to alter dates without notice.: [290, 1306, 417, 1413]
advert: [154, 341, 281, 476]
table-cell: 11,000: [48, 157, 71, 172]
advert: [562, 443, 689, 685]
table-cell: Jan. 13: [126, 187, 144, 202]
advert: [18, 334, 145, 495]
article-text: Passengers are booked for all ports at through fares. The steamers are fitted with wireless telegraphy, and carry experienced surgeons. Saloon accommodation amidships; cuisine of the first order. For full particulars of sailings, fares and freight, apply to the agents at the company's offices, Wellington. Tickets interchangeable with other lines, subject to conditions. Passengers travelling by rail may have luggage forwarded free. The management reserve the right to alter dates without notice.: [970, 743, 1098, 842]
advert-text: Passengers are booked for all ports at through fares. The steamers are fitted with wireless telegraphy, and carry experienced surgeons. Saloon accommodation amidships; cuisine of the first order. For full particulars of sailings, fares and freight, apply to the agents at the company's offices, Wellington. Tickets interchangeable with other lines, subject to conditions. Passengers travelling by rail may have luggage forwarded free. The management reserve the right to alter dates without notice.: [18, 818, 145, 925]
advert-text: Passengers are booked for all ports at through fares. The steamers are fitted with wireless telegraphy, and carry experienced surgeons. Saloon accommodation amidships; cuisine of the first order. For full particulars of sailings, fares and freight, apply to the agents at the company's offices, Wellington. Tickets interchangeable with other lines, subject to conditions. Passengers travelling by rail may have luggage forwarded free. The management reserve the right to alter dates without notice.: [290, 585, 417, 691]
advert: [562, 1342, 689, 1399]
advert-text: Passengers are booked for all ports at through fares. The steamers are fitted with wireless telegraphy, and carry experienced surgeons. Saloon accommodation amidships; cuisine of the first order. For full particulars of sailings, fares and freight, apply to the agents at the company's offices, Wellington. Tickets interchangeable with other lines, subject to conditions. Passengers travelling by rail may have luggage forwarded free. The management reserve the right to alter dates without notice.: [426, 1848, 553, 1954]
advert-text: Passengers are booked for all ports at through fares. The steamers are fitted with wireless telegraphy, and carry experienced surgeons. Saloon accommodation amidships; cuisine of the first order. For full particulars of sailings, fares and freight, apply to the agents at the company's offices, Wellington. Tickets interchangeable with other lines, subject to conditions. Passengers travelling by rail may have luggage forwarded free. The management reserve the right to alter dates without notice.: [426, 1581, 553, 1688]
advert: [426, 551, 553, 803]
advert: [18, 1184, 145, 1335]
embosteel-logo: Embosteel: [428, 1340, 551, 1374]
advert-text: Passengers are booked for all ports at through fares. The steamers are fitted with wireless telegraphy, and carry experienced surgeons. Saloon accommodation amidships; cuisine of the first order. For full particulars of sailings, fares and freight, apply to the agents at the company's offices, Wellington. Tickets interchangeable with other lines, subject to conditions. Passengers travelling by rail may have luggage forwarded free. The management reserve the right to alter dates without notice.: [154, 502, 281, 609]
advert-text: Passengers are booked for all ports at through fares. The steamers are fitted with wireless telegraphy, and carry experienced surgeons. Saloon accommodation amidships; cuisine of the first order. For full particulars of sailings, fares and freight, apply to the agents at the company's offices, Wellington. Tickets interchangeable with other lines, subject to conditions. Passengers travelling by rail may have luggage forwarded free. The management reserve the right to alter dates without notice.: [426, 1224, 553, 1331]
advert-title: MUNICIPAL COUNCIL OF SYDNEY. FOR SALE.: [427, 807, 552, 828]
advert-title: TO BUILDERS AND CONTRACTORS.: [443, 1380, 536, 1401]
table-cell: Dec. 11: [70, 172, 95, 187]
advert: [154, 1182, 281, 1325]
advert-text: Passengers are booked for all ports at through fares. The steamers are fitted with wireless telegraphy, and carry experienced surgeons. Saloon accommodation amidships; cuisine of the first order. For full particulars of sailings, fares and freight, apply to the agents at the company's offices, Wellington. Tickets interchangeable with other lines, subject to conditions. Passengers travelling by rail may have luggage forwarded free. The management reserve the right to alter dates without notice.: [562, 116, 689, 222]
page-number: 2: [14, 21, 26, 40]
advert-subtitle: CHRISTCHURCH.: [320, 1456, 387, 1465]
advert-subtitle: THE ALBERT HOTEL: [300, 1108, 407, 1139]
advert-text: Passengers are booked for all ports at through fares. The steamers are fitted with wireless telegraphy, and carry experienced surgeons. Saloon accommodation amidships; cuisine of the first order. For full particulars of sailings, fares and freight, apply to the agents at the company's offices, Wellington. Tickets interchangeable with other lines, subject to conditions. Passengers travelling by rail may have luggage forwarded free. The management reserve the right to alter dates without notice.: [154, 1624, 281, 1731]
entertainment-heading: HIS MAJESTY'S.: [731, 62, 792, 70]
advert: [154, 884, 281, 1027]
article-text: Passengers are booked for all ports at through fares. The steamers are fitted with wireless telegraphy, and carry experienced surgeons. Saloon accommodation amidships; cuisine of the first order. For full particulars of sailings, fares and freight, apply to the agents at the company's offices, Wellington. Tickets interchangeable with other lines, subject to conditions. Passengers travelling by rail may have luggage forwarded free. The management reserve the right to alter dates without notice.: [834, 513, 961, 619]
advert: [426, 1824, 553, 1959]
advert-text: Passengers are booked for all ports at through fares. The steamers are fitted with wireless telegraphy, and carry experienced surgeons. Saloon accommodation amidships; cuisine of the first order. For full particulars of sailings, fares and freight, apply to the agents at the company's offices, Wellington. Tickets interchangeable with other lines, subject to conditions. Passengers travelling by rail may have luggage forwarded free. The management reserve the right to alter dates without notice.: [426, 1446, 553, 1552]
advert-text: Passengers are booked for all ports at through fares. The steamers are fitted with wireless telegraphy, and carry experienced surgeons. Saloon accommodation amidships; cuisine of the first order. For full particulars of sailings, fares and freight, apply to the agents at the company's offices, Wellington. Tickets interchangeable with other lines, subject to conditions. Passengers travelling by rail may have luggage forwarded free. The management reserve the right to alter dates without notice.: [426, 436, 553, 543]
advert-title: SYDNEY AND HOBART.: [161, 619, 274, 630]
advert-text: Passengers are booked for all ports at through fares. The steamers are fitted with wireless telegraphy, and carry experienced surgeons. Saloon accommodation amidships; cuisine of the first order. For full particulars of sailings, fares and freight, apply to the agents at the company's offices, Wellington. Tickets interchangeable with other lines, subject to conditions. Passengers travelling by rail may have luggage forwarded free. The management reserve the right to alter dates without notice.: [154, 915, 281, 1022]
advert: [290, 700, 417, 847]
table-cell: Dec. 14: [95, 172, 126, 187]
table-cell: Jan. 11: [95, 202, 126, 217]
entertainment-heading: TO-NIGHT'S ORGAN RECITAL.: [705, 1494, 818, 1503]
entertainment-heading: CONCERT AT VICTORIA HOSPITAL.: [717, 1716, 806, 1733]
advert-subtitle: 25 VIVIAN STREET.: [589, 1254, 662, 1263]
column-1: [14, 44, 150, 1634]
entertainment-text: Passengers are booked for all ports at through fares. The steamers are fitted with wireless telegraphy, and carry experienced surgeons. Saloon accommodation amidships; cuisine of the first order. For full particulars of sailings, fares and freight, apply to the agents at the company's offices, Wellington. Tickets interchangeable with other lines, subject to conditions. Passengers travelling by rail may have luggage forwarded free. The management reserve the right to alter dates without notice.: [698, 2063, 825, 2170]
advert-subtitle: Subject to alteration without notice.: [164, 96, 271, 112]
advert-text: Passengers are booked for all ports at through fares. The steamers are fitted with wireless telegraphy, and carry experienced surgeons. Saloon accommodation amidships; cuisine of the first order. For full particulars of sailings, fares and freight, apply to the agents at the company's offices, Wellington. Tickets interchangeable with other lines, subject to conditions. Passengers travelling by rail may have luggage forwarded free. The management reserve the right to alter dates without notice.: [426, 585, 553, 691]
advert-text: Passengers are booked for all ports at through fares. The steamers are fitted with wireless telegraphy, and carry experienced surgeons. Saloon accommodation amidships; cuisine of the first order. For full particulars of sailings, fares and freight, apply to the agents at the company's offices, Wellington. Tickets interchangeable with other lines, subject to conditions. Passengers travelling by rail may have luggage forwarded free. The management reserve the right to alter dates without notice.: [154, 120, 281, 226]
column-3: [286, 44, 422, 1707]
hebburn-coal-banner: HEBBURN COAL.: [562, 1296, 689, 1315]
article-text: Passengers are booked for all ports at through fares. The steamers are fitted with wireless telegraphy, and carry experienced surgeons. Saloon accommodation amidships; cuisine of the first order. For full particulars of sailings, fares and freight, apply to the agents at the company's offices, Wellington. Tickets interchangeable with other lines, subject to conditions. Passengers travelling by rail may have luggage forwarded free. The management reserve the right to alter dates without notice.: [970, 142, 1098, 241]
table-row: [19, 142, 145, 157]
advert: [562, 1402, 689, 1557]
advert-title: ANCHOR SHIPPING & FOUNDRY COMPANY, LTD.: [299, 446, 408, 477]
advert-title: NEW PLYMOUTH TO ONEHUNGA.: [167, 480, 268, 501]
advert-text: Passengers are booked for all ports at through fares. The steamers are fitted with wireless telegraphy, and carry experienced surgeons. Saloon accommodation amidships; cuisine of the first order. For full particulars of sailings, fares and freight, apply to the agents at the company's offices, Wellington. Tickets interchangeable with other lines, subject to conditions. Passengers travelling by rail may have luggage forwarded free. The management reserve the right to alter dates without notice.: [154, 631, 281, 737]
newspaper-title: THE DOMINION, SATURDAY, NOVEMBER 6, 1915.: [247, 14, 871, 39]
entertainment-sections: [698, 62, 825, 2401]
table-row: [19, 157, 145, 172]
advert-text: Passengers are booked for all ports at through fares. The steamers are fitted with wireless telegraphy, and carry experienced surgeons. Saloon accommodation amidships; cuisine of the first order. For full particulars of sailings, fares and freight, apply to the agents at the company's offices, Wellington. Tickets interchangeable with other lines, subject to conditions. Passengers travelling by rail may have luggage forwarded free. The management reserve the right to alter dates without notice.: [18, 219, 145, 326]
columns: [14, 44, 1104, 2400]
advert: [562, 1091, 689, 1216]
advert-title: THE SOUTH BRITISH INSURANCE COMPANY, LIMITED.: [568, 837, 683, 868]
advert-text: Passengers are booked for all ports at through fares. The steamers are fitted with wireless telegraphy, and carry experienced surgeons. Saloon accommodation amidships; cuisine of the first order. For full particulars of sailings, fares and freight, apply to the agents at the company's offices, Wellington. Tickets interchangeable with other lines, subject to conditions. Passengers travelling by rail may have luggage forwarded free. The management reserve the right to alter dates without notice.: [426, 829, 553, 936]
advert: [154, 479, 281, 614]
